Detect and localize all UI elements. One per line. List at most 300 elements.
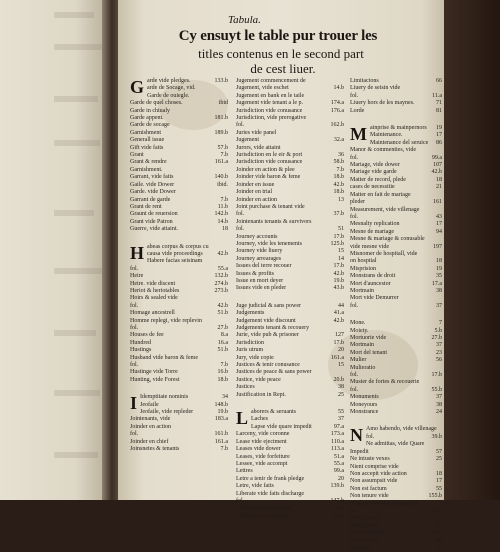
bleed-through-line	[54, 330, 96, 336]
index-entry-title: Justices & tenir conusance	[236, 362, 300, 369]
bleed-through-line	[54, 44, 102, 50]
index-entry-title: fol.	[350, 386, 359, 393]
index-entry	[350, 357, 442, 364]
index-entry	[130, 204, 228, 211]
index-entry-folio: 33	[436, 544, 442, 551]
index-entry	[236, 145, 344, 152]
index-entry-folio: 16.b	[217, 369, 228, 376]
bleed-through-line	[54, 140, 100, 146]
index-entry	[130, 431, 228, 438]
index-entry	[130, 152, 228, 159]
index-entry	[350, 538, 442, 545]
index-entry-title: Garde de socage	[130, 122, 170, 129]
index-entry	[236, 234, 344, 241]
index-entry-title: Mesnalty replication	[350, 221, 400, 228]
index-entry	[236, 226, 344, 233]
index-entry-folio: 162.b	[330, 122, 344, 129]
index-entry	[350, 394, 442, 401]
index-entry-title: Jurie, vide pub & prisoner	[236, 332, 299, 339]
index-entry-folio: 37	[338, 416, 344, 423]
index-entry-title: Nient comprise vide	[350, 463, 399, 470]
index-entry	[236, 159, 344, 166]
index-entry-title: Joinder en trial	[236, 189, 272, 196]
index-entry	[130, 340, 228, 347]
index-entry-folio: 11.a	[432, 92, 442, 99]
index-entry-title: Measurement, vide villenage	[350, 206, 420, 213]
index-entry-folio: 127	[335, 332, 344, 339]
running-head: Tabula.	[228, 14, 261, 26]
index-entry-title: fol.	[350, 92, 359, 99]
index-entry-folio: 27.b	[217, 325, 228, 331]
section-initial: N	[350, 425, 363, 446]
index-entry-folio	[440, 295, 442, 302]
index-entry	[236, 431, 344, 438]
index-entry-title: Jointenants, vide	[130, 416, 171, 423]
index-entry-title: Maintenance del seruice	[370, 139, 429, 146]
index-entry-title: Garde de ouiegle.	[147, 92, 190, 99]
index-entry-folio: 7.b	[336, 166, 344, 173]
index-entry	[236, 347, 344, 354]
index-entry-folio: 44	[338, 302, 344, 309]
index-entry	[350, 456, 442, 463]
bleed-through-line	[54, 96, 98, 102]
index-entry-folio: 51.a	[333, 453, 344, 460]
index-entry	[130, 137, 228, 144]
index-entry-title: fol.	[350, 507, 359, 514]
index-entry-folio	[226, 137, 228, 144]
index-entry-title: Issues vide en pleder	[236, 285, 287, 292]
index-entry	[130, 303, 228, 310]
index-entry-folio: 17.a	[431, 280, 442, 287]
index-entry-folio: 18.b	[333, 505, 344, 512]
index-entry-title: Liuery de seisin vide	[350, 85, 401, 92]
index-entry-title: Matter de record, plede	[350, 176, 406, 183]
bleed-through-line	[54, 452, 98, 458]
index-entry	[140, 409, 228, 416]
index-entry-title: Moneyours	[350, 401, 378, 408]
index-entry	[236, 115, 344, 122]
index-entry	[370, 140, 442, 147]
index-entry-folio	[226, 355, 228, 362]
index-entry-folio: 173.a	[330, 431, 344, 438]
index-entry-folio: 140.b	[214, 174, 228, 181]
index-entry-folio: 42.b	[333, 317, 344, 324]
index-entry-title: Hustinge vide Torre	[130, 369, 178, 376]
index-entry	[130, 108, 228, 115]
index-entry-folio	[440, 501, 442, 508]
index-entry-folio	[342, 369, 344, 376]
index-entry	[236, 108, 344, 115]
index-entry-folio: 32.a	[333, 137, 344, 144]
index-entry-folio: 94	[436, 228, 442, 235]
index-entry	[236, 78, 344, 85]
index-section	[130, 244, 228, 385]
index-entry-folio: 37	[436, 302, 442, 309]
index-entry	[350, 335, 442, 342]
bleed-through-line	[54, 390, 100, 396]
index-entry	[130, 362, 228, 369]
index-entry	[130, 197, 228, 204]
index-entry-title: Heire	[130, 273, 144, 280]
index-entry-title: Maintenance.	[370, 132, 403, 139]
index-entry-folio: 17	[436, 478, 442, 485]
index-entry-title: Moiety.	[350, 327, 369, 334]
index-entry-folio	[226, 167, 228, 174]
index-entry-folio: 14.b	[217, 218, 228, 225]
index-entry-title: Joinder en action	[236, 196, 277, 203]
index-entry	[236, 182, 344, 189]
index-entry-folio: 36	[338, 152, 344, 159]
index-entry	[350, 471, 442, 478]
index-entry-title: Joinder vide baron & feme	[236, 174, 301, 181]
index-entry-title: Mortmain	[350, 287, 374, 294]
index-entry-title: Liberate vide faits discharge	[236, 490, 305, 497]
index-entry-title: Gaile. vide Dower	[130, 181, 175, 188]
index-entry-folio	[226, 244, 228, 251]
index-entry-folio: 34	[222, 394, 228, 401]
index-column-1	[130, 74, 228, 500]
index-entry-title: ainprise & mainpernors	[370, 125, 427, 132]
index-entry-folio: 37	[436, 394, 442, 401]
index-entry	[366, 434, 442, 441]
index-entry	[350, 266, 442, 273]
index-entry-title: Jurors, vide attaint	[236, 144, 281, 151]
index-entry-title: Leases vide dower	[236, 446, 281, 453]
index-entry	[350, 100, 442, 107]
index-entry-title: Judgement vide discount	[236, 317, 296, 324]
index-entry-title: Grant de rent	[130, 203, 162, 210]
index-entry-folio	[226, 85, 228, 92]
index-entry-title: Mort vide Demurrer	[350, 295, 399, 302]
section-initial: G	[130, 77, 145, 97]
index-entry-folio	[440, 207, 442, 214]
index-entry-folio: 55.a	[217, 265, 228, 272]
index-entry	[130, 159, 228, 166]
index-entry-title: Grant & rendre	[130, 159, 167, 166]
section-initial: M	[350, 124, 367, 145]
index-entry-title: Joinder en issue	[236, 181, 275, 188]
index-entry-title: Nient culpable	[350, 530, 386, 537]
index-entry-folio: 18	[436, 258, 442, 265]
index-entry-title: Joinsnetes & tenants	[130, 446, 180, 453]
index-section	[130, 78, 228, 234]
index-entry-folio: 19	[436, 265, 442, 272]
index-entry	[236, 303, 344, 310]
index-entry	[236, 340, 344, 347]
index-entry	[350, 530, 442, 537]
index-entry-title: Ne admittas, vide Quare	[366, 441, 425, 448]
index-entry-title: fol.	[130, 265, 139, 272]
index-entry-folio: 17.b	[333, 263, 344, 270]
index-entry-folio: 42.b	[333, 270, 344, 277]
index-entry	[130, 424, 228, 431]
index-entry-title: Mone.	[350, 320, 366, 327]
index-entry-folio: 133.b	[214, 78, 228, 84]
index-entry-title: Larceny, vide coronne	[236, 431, 290, 438]
index-entry-folio	[440, 147, 442, 154]
index-entry-title: Lorde	[350, 107, 365, 114]
index-entry	[130, 226, 228, 233]
index-entry-title: Husband vide baron & feme	[130, 354, 198, 361]
index-entry-folio	[226, 108, 228, 115]
index-entry-folio: 24	[436, 409, 442, 416]
index-entry-folio: 42.b	[217, 250, 228, 257]
index-entry-title: Houses de fee	[130, 332, 164, 339]
index-entry-folio: 161.a	[214, 159, 228, 166]
index-entry-folio: 7.b	[220, 196, 228, 203]
bleed-through-line	[54, 210, 94, 216]
index-entry	[350, 236, 442, 243]
index-entry	[350, 147, 442, 154]
index-entry	[350, 508, 442, 515]
index-entry-title: Heire. vide discent	[130, 280, 176, 287]
index-entry-title: Generall issue	[130, 137, 165, 144]
index-entry-folio: 97.a	[333, 423, 344, 430]
index-entry	[350, 78, 442, 85]
index-entry-title: Non assumpsit vide	[350, 478, 398, 485]
index-entry-folio: 42.b	[431, 169, 442, 176]
index-entry-folio: 17.b	[333, 339, 344, 346]
index-entry-title: Letre a tenir de frank pledge	[236, 475, 305, 482]
index-entry-folio: 18.b	[217, 376, 228, 383]
index-entry	[236, 369, 344, 376]
index-entry-folio: 17	[436, 221, 442, 228]
index-entry-folio: 161.b	[214, 431, 228, 438]
index-entry-title: Liberate probanda vide	[236, 505, 292, 512]
index-entry	[350, 379, 442, 386]
index-entry-title: Judgements tenant & recouery	[236, 325, 310, 331]
index-entry-title: Liuery hors de les maynes.	[350, 100, 415, 107]
index-entry	[236, 310, 344, 317]
index-entry-title: Hustings	[130, 347, 152, 354]
index-entry-folio: 19.b	[217, 409, 228, 416]
index-entry-title: Mariage vide garde	[350, 169, 397, 176]
index-entry-folio: 273.b	[214, 287, 228, 294]
index-column-3	[350, 74, 442, 551]
index-entry-folio: 20	[338, 475, 344, 482]
index-entry-title: Jugement	[236, 137, 259, 144]
index-section	[236, 409, 344, 520]
index-entry-folio: 55	[338, 409, 344, 416]
index-entry	[236, 197, 344, 204]
index-entry	[236, 454, 344, 461]
index-entry-folio	[342, 115, 344, 122]
index-entry	[236, 491, 344, 498]
index-entry-folio: 42.b	[333, 181, 344, 188]
index-entry-title: Non est factum	[350, 485, 387, 492]
index-page	[118, 0, 448, 551]
index-entry-title: Habere facias seisinam	[147, 258, 203, 265]
index-entry-folio: 18	[222, 226, 228, 233]
index-entry	[236, 332, 344, 339]
index-entry	[236, 93, 344, 100]
index-entry-title: Juries vide panel	[236, 129, 277, 136]
index-entry-title: Amo habendo, vide villenage	[366, 426, 437, 433]
index-entry-title: arde vide pledges.	[147, 78, 191, 84]
index-entry-folio: 38	[436, 287, 442, 294]
index-entry-title: Mesne de mariage	[350, 228, 394, 235]
index-entry-title: Nuper obiit	[350, 537, 378, 544]
index-entry-folio: 14.b	[333, 85, 344, 92]
index-entry-title: Lettres	[236, 468, 253, 475]
index-entry-folio: 132.b	[214, 273, 228, 280]
index-entry	[236, 483, 344, 490]
index-entry-title: Garnishment.	[130, 166, 163, 173]
index-entry-title: Jurisdiction vide conusance	[236, 107, 303, 114]
index-entry	[350, 515, 442, 522]
index-entry-title: fol.	[130, 362, 139, 369]
index-entry-folio: 16.a	[217, 339, 228, 346]
index-entry-folio	[440, 192, 442, 199]
index-entry-title: fol.	[350, 372, 359, 379]
index-entry-folio: 13	[338, 196, 344, 203]
index-entry	[130, 355, 228, 362]
index-entry-folio: 139.b	[330, 483, 344, 490]
index-entry-title: Laches	[251, 416, 269, 423]
index-entry-title: abeas corpus & corpus cu	[147, 243, 209, 250]
index-entry	[236, 211, 344, 218]
index-entry-title: Jugement en bank en le taile	[236, 92, 305, 99]
index-entry	[236, 355, 344, 362]
index-column-2	[236, 74, 344, 519]
index-entry	[130, 369, 228, 376]
index-entry-folio: 35	[436, 273, 442, 280]
index-entry-folio: 11.b	[217, 203, 228, 210]
index-entry	[236, 461, 344, 468]
index-entry-title: Garrant, vide faits	[130, 174, 174, 181]
index-entry-folio: 38	[338, 384, 344, 391]
index-entry-folio: 41.a	[333, 310, 344, 317]
index-entry-folio: 15	[338, 362, 344, 369]
index-entry	[350, 365, 442, 372]
index-entry	[350, 449, 442, 456]
index-entry	[350, 214, 442, 221]
index-entry-folio: 18.a	[333, 512, 344, 519]
index-entry	[130, 174, 228, 181]
index-entry	[130, 122, 228, 129]
index-entry	[370, 132, 442, 139]
index-entry	[130, 189, 228, 196]
index-entry	[236, 263, 344, 270]
index-entry-title: Mort del tenant	[350, 349, 387, 356]
index-entry-title: Idemptitate nominis	[140, 394, 189, 401]
index-entry-folio: 51.b	[217, 310, 228, 317]
index-entry-folio: 12	[436, 515, 442, 522]
index-entry	[350, 478, 442, 485]
index-entry-title: Grant	[130, 152, 144, 159]
index-entry-title: Joint purchase & tenant vide	[236, 203, 305, 210]
index-entry	[147, 85, 228, 92]
index-entry-folio: 174.a	[330, 100, 344, 107]
index-entry-title: Monstrans de droit	[350, 273, 396, 280]
index-entry-title: fol.	[236, 122, 245, 129]
index-entry-title: Hundred	[130, 339, 151, 346]
index-section	[236, 78, 344, 293]
index-entry-title: fol.	[130, 302, 139, 309]
index-entry	[350, 409, 442, 416]
index-entry-folio: 161.a	[330, 354, 344, 361]
index-entry-folio: 110.a	[331, 438, 344, 445]
index-entry-title: Liberties & franchises	[236, 512, 290, 519]
index-entry	[130, 318, 228, 325]
index-entry-title: Garnishment	[130, 129, 161, 136]
index-entry-title: arde de Socage, vid.	[147, 85, 196, 92]
index-entry-folio: 51.b	[217, 347, 228, 354]
index-entry-title: Letre, vide faits	[236, 483, 274, 490]
index-entry-folio: 27.b	[431, 335, 442, 341]
index-entry-folio: 55.a	[333, 460, 344, 467]
page-subtitle-line-1: titles contenus en le second part	[198, 46, 364, 61]
index-entry-folio	[440, 251, 442, 258]
index-entry-folio: 57	[436, 448, 442, 455]
index-entry	[236, 204, 344, 211]
index-entry-folio: 107	[433, 162, 442, 169]
index-entry-title: Gift vide faits	[130, 144, 164, 151]
index-entry-title: Jurisdiction	[236, 339, 264, 346]
index-entry	[350, 295, 442, 302]
index-entry-title: Juge judicial & sans power	[236, 302, 301, 309]
index-entry	[350, 273, 442, 280]
index-entry	[236, 130, 344, 137]
index-entry-folio: 19.b	[333, 277, 344, 284]
index-entry	[350, 342, 442, 349]
index-entry-folio	[342, 325, 344, 332]
index-entry-title: fol.	[130, 431, 139, 438]
index-entry	[350, 251, 442, 258]
index-entry	[236, 513, 344, 520]
index-entry-folio: 161	[433, 199, 442, 206]
index-entry-title: Issues & profits	[236, 270, 274, 277]
index-entry	[236, 85, 344, 92]
index-entry	[130, 347, 228, 354]
index-entry-title: Mulier	[350, 357, 367, 364]
index-entry-title: Jugement commencement de	[236, 78, 306, 84]
index-entry	[236, 100, 344, 107]
index-entry-folio: 66	[436, 78, 442, 84]
index-entry-title: Manor & commenties, vide	[350, 147, 416, 154]
index-entry	[350, 288, 442, 295]
index-entry-folio: 36	[436, 537, 442, 544]
index-entry-title: Misnomer de hospitall, vide	[350, 250, 418, 257]
index-entry-folio: 21.b	[431, 530, 442, 537]
index-entry-folio: 25	[436, 456, 442, 463]
index-entry-title: Mulieratio	[350, 364, 376, 371]
index-entry-folio: 39.b	[431, 433, 442, 440]
index-entry	[140, 394, 228, 401]
index-entry-folio: 183.a	[214, 416, 228, 423]
index-entry-folio: 23	[436, 349, 442, 356]
index-entry-folio	[226, 295, 228, 302]
index-entry-title: Non accepit vide action	[350, 470, 407, 477]
index-entry-folio	[440, 236, 442, 243]
index-entry-folio: 20.b	[333, 376, 344, 383]
index-entry-folio: 113.a	[331, 446, 344, 453]
left-page	[0, 0, 108, 500]
index-section	[130, 394, 228, 453]
index-entry-folio	[440, 85, 442, 92]
index-entry-folio: 176.a	[330, 107, 344, 114]
index-section	[236, 303, 344, 399]
index-entry-title: Jurisdiction vide conusance	[236, 159, 303, 166]
index-entry-title: Nient dedire	[350, 522, 380, 529]
index-section	[350, 320, 442, 416]
index-entry-title: Issue en mort deyer	[236, 277, 284, 284]
index-entry-folio: 15	[338, 248, 344, 255]
index-entry	[350, 523, 442, 530]
index-entry-title: Lease vide ejectment	[236, 438, 287, 445]
index-entry	[236, 325, 344, 332]
index-entry	[130, 295, 228, 302]
